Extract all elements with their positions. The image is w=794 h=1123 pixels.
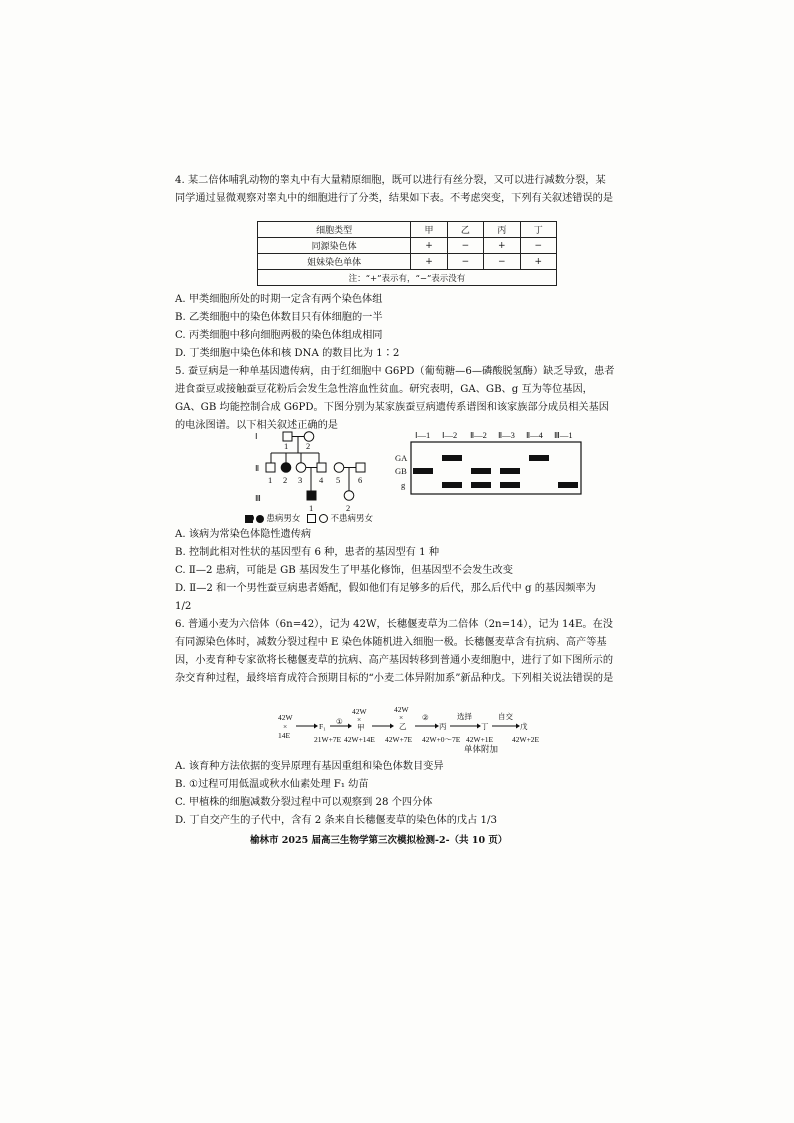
gel-band [500, 468, 520, 474]
question-5 [175, 363, 615, 435]
lane-label: Ⅲ—1 [554, 430, 573, 440]
legend-male-affected-icon [245, 515, 253, 523]
ding-genome: 42W+1E [466, 735, 494, 744]
question-4-stem: 4. 某二倍体哺乳动物的睾丸中有大量精原细胞，既可以进行有丝分裂，又可以进行减数分裂，某同学通过显微观察对睾丸中的细胞进行了分类，结果如下表。不考虑突变，下列有关叙述错误的是 [175, 175, 614, 204]
table-note-row [258, 270, 557, 286]
female-unaffected [304, 432, 314, 442]
lane-label: Ⅰ—1 [415, 430, 431, 440]
table-note: 注：“+”表示有，“−”表示没有 [258, 270, 557, 286]
option-d: D. 丁自交产生的子代中，含有 2 条来自长穗偃麦草的染色体的戊占 1/3 [175, 815, 497, 826]
table-row [258, 254, 557, 270]
electrophoresis-gel [393, 428, 593, 500]
jia-label: 甲 [357, 723, 365, 732]
f1-genome: 21W+7E [314, 735, 342, 744]
individual-number: 5 [336, 475, 341, 485]
table-header-row [258, 222, 557, 238]
legend-unaffected-label: 不患病男女 [330, 514, 374, 524]
individual-number: 6 [358, 475, 363, 485]
gel-band [471, 482, 491, 488]
female-affected [281, 463, 291, 473]
jia-genome: 42W+14E [344, 735, 375, 744]
yi-label: 乙 [399, 722, 407, 731]
question-4-options [175, 291, 615, 363]
individual-number: 1 [268, 475, 273, 485]
ding-label: 丁 [481, 722, 489, 731]
question-5-stem: 5. 蚕豆病是一种单基因遗传病，由于红细胞中 G6PD（葡萄糖—6—磷酸脱氢酶）缺乏导致，患者进食蚕豆或接触蚕豆花粉后会发生急性溶血性贫血。研究表明，GA、GB、g 互为等位基因，GA、GB 均能控制合成 G6PD。下图分别为某家族蚕豆病遗传系谱图和该家族部分成员相关基因的电泳图谱。以下相关叙述正确的是 [175, 366, 615, 431]
female-unaffected [296, 463, 306, 473]
band-row-label: GA [395, 453, 408, 463]
generation-label: Ⅲ [255, 493, 261, 503]
gel-frame [411, 442, 581, 494]
wu-label: 戊 [520, 722, 528, 731]
gel-band [442, 482, 462, 488]
option-c: C. Ⅱ—2 患病，可能是 GB 基因发生了甲基化修饰，但基因型不会发生改变 [175, 565, 513, 576]
table-row [258, 238, 557, 254]
individual-number: 2 [283, 475, 288, 485]
band-row-label: g [401, 480, 406, 490]
option-c: C. 丙类细胞中移向细胞两极的染色体组成相同 [175, 330, 383, 341]
gel-band [413, 468, 433, 474]
cross-symbol: × [357, 715, 362, 724]
table-cell: + [484, 238, 520, 254]
option-b: B. ①过程可用低温或秋水仙素处理 F₁ 幼苗 [175, 779, 369, 790]
gel-band [529, 455, 549, 461]
gel-band [471, 468, 491, 474]
male-affected [307, 491, 316, 500]
bing-label: 丙 [439, 722, 447, 731]
individual-number: 2 [306, 441, 311, 451]
legend-female-unaffected-icon [319, 514, 328, 523]
table-cell: − [520, 238, 556, 254]
question-6-options [175, 758, 615, 830]
table-cell: + [520, 254, 556, 270]
cross-symbol: × [283, 722, 288, 731]
step-2: ② [422, 713, 429, 722]
table-cell: − [447, 238, 483, 254]
individual-number: 3 [298, 475, 303, 485]
table-header-cell: 丁 [520, 222, 556, 238]
question-6-stem: 6. 普通小麦为六倍体（6n=42），记为 42W，长穗偃麦草为二倍体（2n=14），记为 14E。在没有同源染色体时，减数分裂过程中 E 染色体随机进入细胞一极。长穗偃麦草含有抗病、高产等基因，小麦育种专家欲将长穗偃麦草的抗病、高产基因转移到普通小麦细胞中，进行了如下图所示的杂交育种过程，最终培育成符合预期目标的“小麦二体异附加系”新品种戊。下列相关说法错误的是 [175, 619, 614, 684]
gel-band [558, 482, 578, 488]
table-header-cell: 细胞类型 [258, 222, 411, 238]
option-d: D. 丁类细胞中染色体和核 DNA 的数目比为 1∶2 [175, 348, 400, 359]
lane-label: Ⅰ—2 [442, 430, 458, 440]
table-cell: − [484, 254, 520, 270]
table-cell: 姐妹染色单体 [258, 254, 411, 270]
individual-number: 2 [346, 503, 351, 513]
legend-affected-label: 患病男女 [266, 514, 301, 524]
breeding-scheme [272, 706, 562, 754]
option-a: A. 该病为常染色体隐性遗传病 [175, 529, 312, 540]
option-a: A. 甲类细胞所处的时期一定含有两个染色体组 [175, 294, 383, 305]
individual-number: 1 [284, 441, 289, 451]
f1-label: F₁ [319, 722, 326, 731]
jia-parent: 42W [352, 707, 367, 716]
option-d: D. Ⅱ—2 和一个男性蚕豆病患者婚配，假如他们有足够多的后代，那么后代中 g 的基因频率为 1/2 [175, 583, 596, 612]
question-5-options [175, 526, 615, 616]
male-unaffected [283, 432, 292, 441]
generation-label: Ⅰ [255, 431, 258, 441]
option-c: C. 甲植株的细胞减数分裂过程中可以观察到 28 个四分体 [175, 797, 433, 808]
legend-male-unaffected-icon [307, 514, 316, 523]
lane-label: Ⅱ—2 [470, 430, 487, 440]
lane-label: Ⅱ—4 [526, 430, 543, 440]
lane-label: Ⅱ—3 [498, 430, 515, 440]
legend-female-affected-icon [256, 515, 264, 523]
female-unaffected [334, 463, 344, 473]
cross-symbol: × [399, 713, 404, 722]
generation-label: Ⅱ [255, 463, 260, 473]
band-row-label: GB [395, 466, 407, 476]
bing-genome: 42W+0～7E [422, 735, 461, 744]
individual-number: 1 [309, 503, 314, 513]
question-6 [175, 616, 615, 688]
table-header-cell: 丙 [484, 222, 520, 238]
question-4 [175, 172, 615, 208]
female-unaffected [344, 491, 354, 501]
pedigree-legend [245, 512, 373, 524]
male-unaffected [266, 463, 275, 472]
yi-parent: 42W [394, 706, 409, 714]
select-label: 选择 [457, 712, 472, 721]
wu-genome: 42W+2E [512, 735, 540, 744]
table-cell: + [411, 238, 447, 254]
cell-type-table [257, 221, 557, 286]
individual-number: 4 [319, 475, 324, 485]
option-a: A. 该育种方法依据的变异原理有基因重组和染色体数目变异 [175, 761, 444, 772]
table-header-cell: 甲 [411, 222, 447, 238]
male-unaffected [356, 463, 365, 472]
parent-wheatgrass: 14E [278, 731, 291, 740]
parent-wheat: 42W [278, 713, 293, 722]
table-header-cell: 乙 [447, 222, 483, 238]
page-footer: 榆林市 2025 届高三生物学第三次模拟检测-2-（共 10 页） [250, 835, 508, 846]
table-cell: + [411, 254, 447, 270]
yi-genome: 42W+7E [385, 735, 413, 744]
male-unaffected [317, 463, 326, 472]
selfing-label: 自交 [498, 712, 513, 721]
option-b: B. 乙类细胞中的染色体数目只有体细胞的一半 [175, 312, 383, 323]
monosomic-note: 单体附加 [464, 744, 499, 754]
gel-band [500, 482, 520, 488]
table-cell: − [447, 254, 483, 270]
table-cell: 同源染色体 [258, 238, 411, 254]
gel-band [442, 455, 462, 461]
pedigree-chart [253, 428, 388, 524]
step-1: ① [336, 717, 343, 726]
option-b: B. 控制此相对性状的基因型有 6 种，患者的基因型有 1 种 [175, 547, 440, 558]
